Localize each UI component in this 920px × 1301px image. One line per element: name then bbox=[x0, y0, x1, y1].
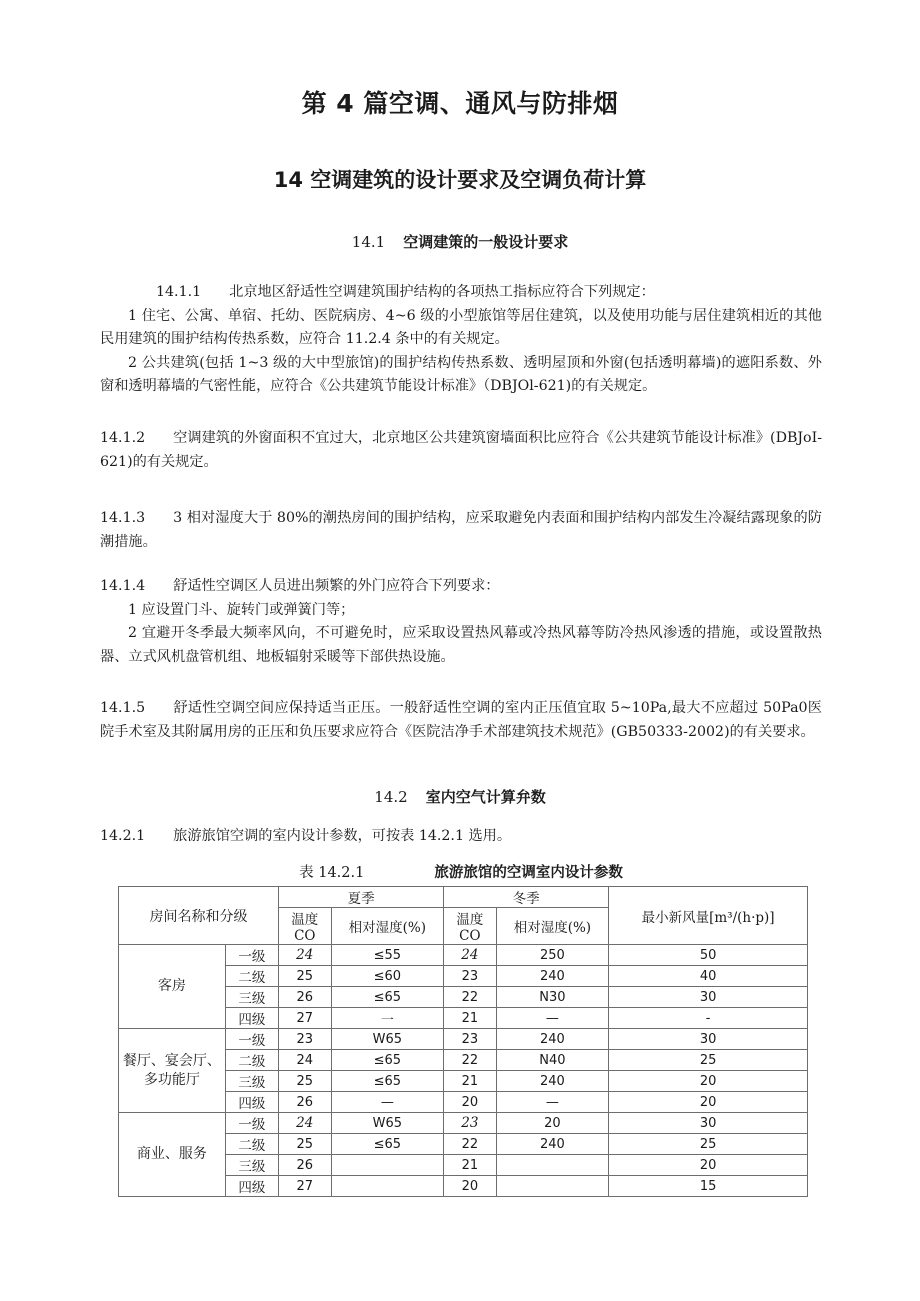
clause-item: 2 宜避开冬季最大频率风向，不可避免时，应采取设置热风幕或冷热风幕等防冷热风渗透的措施，或设置散热器、立式风机盘管机组、地板辐射采暖等下部供热设施。 bbox=[100, 625, 822, 665]
summer-humidity-cell: W65 bbox=[331, 1113, 444, 1134]
clause-text: 舒适性空调空间应保持适当正压。一般舒适性空调的室内正压值宜取 5~10Pa,最大不应超过 50Pa0医院手术室及其附属用房的正压和负压要求应符合《医院洁净手术部建筑技术规范》(GB50333-2002)的有关要求。 bbox=[100, 700, 822, 740]
winter-temp-cell: 20 bbox=[444, 1092, 496, 1113]
clause-paragraph bbox=[100, 507, 822, 554]
fresh-air-cell: 15 bbox=[609, 1176, 808, 1197]
winter-humidity-cell: N40 bbox=[496, 1050, 609, 1071]
table-row bbox=[119, 1113, 808, 1134]
summer-temp-cell: 25 bbox=[279, 1071, 331, 1092]
group-name-cell: 餐厅、宴会厅、 多功能厅 bbox=[119, 1029, 226, 1113]
table-row bbox=[119, 945, 808, 966]
summer-humidity-cell: W65 bbox=[331, 1029, 444, 1050]
summer-temp-cell: 23 bbox=[279, 1029, 331, 1050]
header-summer-temp: 温度 CO bbox=[279, 908, 331, 945]
fresh-air-cell: 40 bbox=[609, 966, 808, 987]
clause-text: 空调建筑的外窗面积不宜过大，北京地区公共建筑窗墙面积比应符合《公共建筑节能设计标准》(DBJoI-621)的有关规定。 bbox=[100, 430, 822, 470]
summer-humidity-cell bbox=[331, 1155, 444, 1176]
section-heading-14-1 bbox=[0, 231, 920, 252]
winter-humidity-cell: 250 bbox=[496, 945, 609, 966]
section-title: 室内空气计算弁数 bbox=[425, 788, 546, 806]
section-number: 14.2 bbox=[374, 788, 408, 806]
clause-lead-text: 北京地区舒适性空调建筑围护结构的各项热工指标应符合下列规定： bbox=[229, 284, 655, 300]
clause-number: 14.1.5 bbox=[100, 700, 146, 716]
fresh-air-cell: 25 bbox=[609, 1134, 808, 1155]
summer-temp-cell: 27 bbox=[279, 1176, 331, 1197]
winter-humidity-cell: 240 bbox=[496, 1134, 609, 1155]
winter-temp-cell: 21 bbox=[444, 1155, 496, 1176]
winter-temp-cell: 23 bbox=[444, 1029, 496, 1050]
summer-humidity-cell: ≤65 bbox=[331, 1134, 444, 1155]
clause-14-2-1 bbox=[100, 825, 822, 849]
section-title: 空调建策的一般设计要求 bbox=[403, 233, 569, 251]
winter-temp-cell: 20 bbox=[444, 1176, 496, 1197]
fresh-air-cell: 30 bbox=[609, 1029, 808, 1050]
level-cell: 三级 bbox=[225, 1071, 278, 1092]
summer-temp-cell: 26 bbox=[279, 1155, 331, 1176]
summer-temp-cell: 25 bbox=[279, 966, 331, 987]
winter-temp-cell: 22 bbox=[444, 987, 496, 1008]
clause-lead-line bbox=[100, 575, 822, 599]
clause-14-1-1 bbox=[100, 281, 822, 399]
level-cell: 二级 bbox=[225, 1134, 278, 1155]
winter-humidity-cell: — bbox=[496, 1092, 609, 1113]
document-title: 第 4 篇空调、通风与防排烟 bbox=[301, 89, 619, 118]
header-fresh-air: 最小新风量[m³/(h·p)] bbox=[609, 887, 808, 945]
header-summer-humidity: 相对湿度(%) bbox=[331, 908, 444, 945]
winter-humidity-cell: 240 bbox=[496, 1029, 609, 1050]
fresh-air-cell: - bbox=[609, 1008, 808, 1029]
table-body bbox=[119, 945, 808, 1197]
level-cell: 一级 bbox=[225, 945, 278, 966]
clause-number: 14.1.3 bbox=[100, 510, 146, 526]
header-winter-temp: 温度 CO bbox=[444, 908, 496, 945]
level-cell: 三级 bbox=[225, 1155, 278, 1176]
summer-humidity-cell: ≤65 bbox=[331, 987, 444, 1008]
clause-number: 14.2.1 bbox=[100, 828, 146, 844]
summer-humidity-cell: ≤65 bbox=[331, 1050, 444, 1071]
section-heading-14-2 bbox=[0, 786, 920, 807]
table-caption-title: 旅游旅馆的空调室内设计参数 bbox=[434, 865, 623, 881]
winter-humidity-cell: — bbox=[496, 1008, 609, 1029]
table-head bbox=[119, 887, 808, 945]
header-winter-humidity: 相对湿度(%) bbox=[496, 908, 609, 945]
section-number: 14.1 bbox=[351, 233, 386, 251]
summer-humidity-cell: ≤55 bbox=[331, 945, 444, 966]
clause-item: 2 公共建筑(包括 1~3 级的大中型旅馆)的围护结构传热系数、透明屋顶和外窗(包括透明幕墙)的遮阳系数、外窗和透明幕墙的气密性能，应符合《公共建筑节能设计标准》（DBJOl-621)的有关规定。 bbox=[100, 354, 822, 394]
fresh-air-cell: 20 bbox=[609, 1155, 808, 1176]
winter-temp-cell: 23 bbox=[444, 1113, 496, 1134]
winter-temp-cell: 21 bbox=[444, 1008, 496, 1029]
level-cell: 四级 bbox=[225, 1092, 278, 1113]
winter-temp-cell: 23 bbox=[444, 966, 496, 987]
level-cell: 二级 bbox=[225, 966, 278, 987]
level-cell: 一级 bbox=[225, 1029, 278, 1050]
group-name-cell: 商业、服务 bbox=[119, 1113, 226, 1197]
winter-humidity-cell: 20 bbox=[496, 1113, 609, 1134]
winter-humidity-cell: N30 bbox=[496, 987, 609, 1008]
winter-temp-cell: 21 bbox=[444, 1071, 496, 1092]
winter-humidity-cell: 240 bbox=[496, 966, 609, 987]
winter-humidity-cell: 240 bbox=[496, 1071, 609, 1092]
summer-humidity-cell: 一 bbox=[331, 1008, 444, 1029]
summer-temp-cell: 27 bbox=[279, 1008, 331, 1029]
table-header-row-season bbox=[119, 887, 808, 908]
header-summer: 夏季 bbox=[279, 887, 444, 908]
fresh-air-cell: 50 bbox=[609, 945, 808, 966]
summer-temp-cell: 24 bbox=[279, 945, 331, 966]
clause-paragraph bbox=[100, 427, 822, 474]
chapter-title: 14 空调建筑的设计要求及空调负荷计算 bbox=[273, 168, 647, 192]
clause-14-1-4 bbox=[100, 575, 822, 669]
clause-14-1-2 bbox=[100, 427, 822, 474]
header-winter: 冬季 bbox=[444, 887, 609, 908]
fresh-air-cell: 20 bbox=[609, 1092, 808, 1113]
clause-lead-line bbox=[100, 281, 822, 305]
summer-humidity-cell: — bbox=[331, 1092, 444, 1113]
header-room-name: 房间名称和分级 bbox=[119, 887, 279, 945]
clause-text: 旅游旅馆空调的室内设计参数，可按表 14.2.1 选用。 bbox=[173, 828, 512, 844]
clause-text: 3 相对湿度大于 80%的潮热房间的围护结构，应采取避免内表面和围护结构内部发生冷凝结露现象的防潮措施。 bbox=[100, 510, 822, 550]
fresh-air-cell: 30 bbox=[609, 1113, 808, 1134]
fresh-air-cell: 25 bbox=[609, 1050, 808, 1071]
clause-lead-text: 舒适性空调区人员进出频繁的外门应符合下列要求： bbox=[173, 578, 500, 594]
table-row bbox=[119, 1029, 808, 1050]
level-cell: 二级 bbox=[225, 1050, 278, 1071]
summer-temp-cell: 25 bbox=[279, 1134, 331, 1155]
clause-paragraph bbox=[100, 697, 822, 744]
summer-temp-cell: 24 bbox=[279, 1050, 331, 1071]
level-cell: 四级 bbox=[225, 1008, 278, 1029]
clause-number: 14.1.2 bbox=[100, 430, 146, 446]
summer-temp-cell: 24 bbox=[279, 1113, 331, 1134]
group-name-cell: 客房 bbox=[119, 945, 226, 1029]
summer-humidity-cell: ≤65 bbox=[331, 1071, 444, 1092]
clause-item: 1 住宅、公寓、单宿、托幼、医院病房、4~6 级的小型旅馆等居住建筑，以及使用功能与居住建筑相近的其他民用建筑的围护结构传热系数，应符合 11.2.4 条中的有关规定。 bbox=[100, 307, 822, 347]
summer-humidity-cell bbox=[331, 1176, 444, 1197]
summer-temp-cell: 26 bbox=[279, 987, 331, 1008]
fresh-air-cell: 30 bbox=[609, 987, 808, 1008]
winter-temp-cell: 22 bbox=[444, 1050, 496, 1071]
design-parameters-table-wrap bbox=[118, 886, 808, 1197]
design-parameters-table bbox=[118, 886, 808, 1197]
clause-14-1-3 bbox=[100, 507, 822, 554]
fresh-air-cell: 20 bbox=[609, 1071, 808, 1092]
winter-humidity-cell bbox=[496, 1176, 609, 1197]
level-cell: 三级 bbox=[225, 987, 278, 1008]
clause-number: 14.1.4 bbox=[100, 578, 146, 594]
clause-item: 1 应设置门斗、旋转门或弹簧门等； bbox=[128, 601, 355, 618]
table-caption bbox=[100, 861, 822, 882]
summer-humidity-cell: ≤60 bbox=[331, 966, 444, 987]
winter-temp-cell: 22 bbox=[444, 1134, 496, 1155]
clause-14-1-5 bbox=[100, 697, 822, 744]
level-cell: 四级 bbox=[225, 1176, 278, 1197]
winter-temp-cell: 24 bbox=[444, 945, 496, 966]
winter-humidity-cell bbox=[496, 1155, 609, 1176]
summer-temp-cell: 26 bbox=[279, 1092, 331, 1113]
clause-paragraph bbox=[100, 825, 822, 849]
clause-number: 14.1.1 bbox=[156, 284, 202, 300]
level-cell: 一级 bbox=[225, 1113, 278, 1134]
table-caption-label: 表 14.2.1 bbox=[299, 865, 365, 881]
